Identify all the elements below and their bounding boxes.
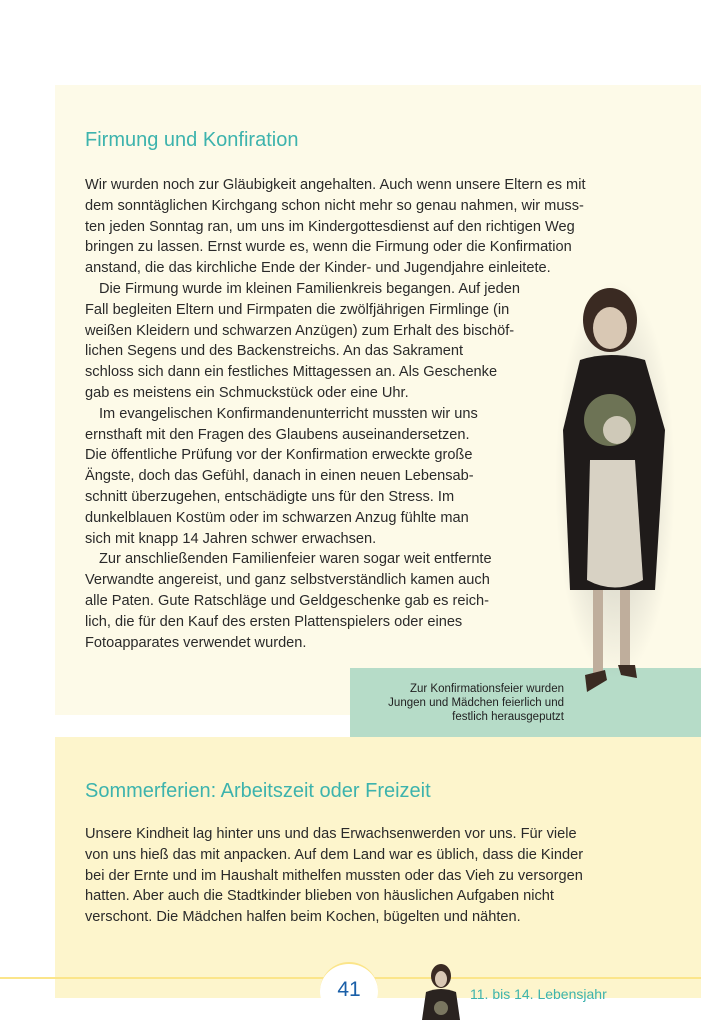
text-line: Die Firmung wurde im kleinen Familienkreis begangen. Auf jeden	[99, 280, 521, 297]
text-line: Ängste, doch das Gefühl, danach in einen neuen Lebensab-	[85, 468, 474, 485]
text-line: bei der Ernte und im Haushalt mithelfen mussten oder das Vieh zu versorgen	[85, 867, 583, 884]
caption-line: Zur Konfirmationsfeier wurden	[409, 683, 564, 695]
text-line: schnitt überzugehen, entschädigte uns für den Stress. Im	[85, 488, 455, 505]
text-line: bringen zu lassen. Ernst wurde es, wenn die Firmung oder die Konfirmation	[85, 239, 572, 256]
text-line: schloss sich dann ein festliches Mittagessen an. Als Geschenke	[85, 364, 498, 381]
text-line: Zur anschließenden Familienfeier waren sogar weit entfernte	[99, 551, 492, 568]
text-line: verschont. Die Mädchen halfen beim Kochen, bügelten und nähten.	[85, 909, 521, 926]
text-line: Wir wurden noch zur Gläubigkeit angehalten. Auch wenn unsere Eltern es mit	[85, 177, 586, 193]
chapter-label: 11. bis 14. Lebensjahr	[470, 986, 607, 1002]
text-line: dunkelblauen Kostüm oder im schwarzen Anzug fühlte man	[85, 509, 469, 526]
section-title-confirmation: Firmung und Konfiration	[85, 129, 299, 151]
text-line: Die öffentliche Prüfung vor der Konfirmation erweckte große	[85, 447, 473, 464]
text-line: Im evangelischen Konfirmandenunterricht mussten wir uns	[99, 405, 478, 422]
text-line: von uns hieß das mit anpacken. Auf dem Land war es üblich, dass die Kinder	[85, 846, 584, 863]
chapter-thumbnail-photo	[418, 962, 464, 1020]
text-line: lich, die für den Kauf des ersten Plattenspielers oder eines	[85, 613, 463, 630]
text-line: Fotoapparates verwendet wurden.	[85, 634, 307, 651]
photo-caption	[388, 682, 564, 724]
caption-line: festlich herausgeputzt	[452, 711, 564, 723]
text-line: anstand, die das kirchliche Ende der Kinder- und Jugendjahre einleitete.	[85, 260, 551, 277]
caption-line: Jungen und Mädchen feierlich und	[388, 697, 564, 709]
page-number: 41	[337, 978, 361, 1001]
text-line: Fall begleiten Eltern und Firmpaten die zwölfjährigen Firmlinge (in	[85, 301, 510, 318]
confirmation-girl-photo	[555, 280, 675, 700]
section-title-summer: Sommerferien: Arbeitszeit oder Freizeit	[85, 780, 431, 802]
body-text-confirmation	[85, 175, 586, 653]
body-text-summer	[85, 824, 583, 928]
text-line: Verwandte angereist, und ganz selbstverständlich kamen auch	[85, 572, 490, 589]
text-line: lichen Segens und des Backenstreichs. An das Sakrament	[85, 343, 464, 360]
text-line: dem sonntäglichen Kirchgang schon nicht mehr so genau nahmen, wir muss-	[85, 197, 584, 214]
text-line: ten jeden Sonntag ran, um uns im Kindergottesdienst auf den richtigen Weg	[85, 218, 575, 235]
text-line: hatten. Aber auch die Stadtkinder blieben von häuslichen Aufgaben nicht	[85, 888, 554, 905]
text-line: alle Paten. Gute Ratschläge und Geldgeschenke gab es reich-	[85, 592, 490, 609]
text-line: Unsere Kindheit lag hinter uns und das Erwachsenwerden vor uns. Für viele	[85, 826, 577, 842]
text-line: gab es meistens ein Schmuckstück oder eine Uhr.	[85, 384, 409, 401]
text-line: ernsthaft mit den Fragen des Glaubens auseinandersetzen.	[85, 426, 470, 443]
text-line: sich mit knapp 14 Jahren schwer erwachsen.	[85, 530, 377, 547]
text-line: weißen Kleidern und schwarzen Anzügen) zum Erhalt des bischöf-	[85, 322, 515, 339]
